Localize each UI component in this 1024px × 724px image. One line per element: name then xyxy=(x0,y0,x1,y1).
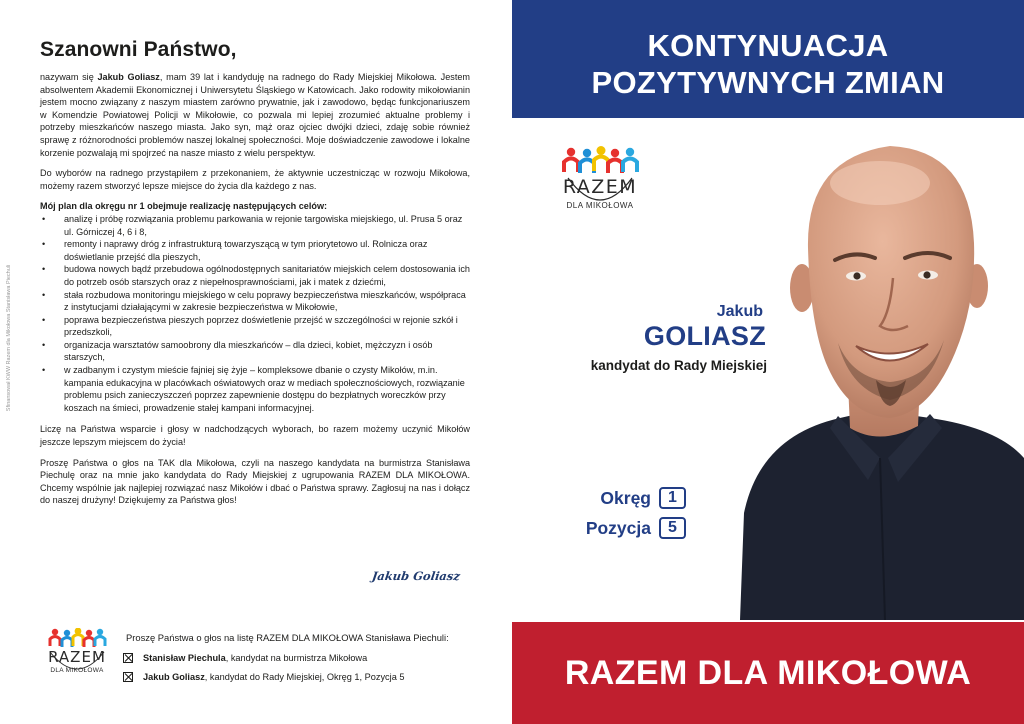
logo-figures xyxy=(50,628,105,647)
vote-item xyxy=(123,667,404,686)
plan-item: • stała rozbudowa monitoringu miejskiego w celu poprawy bezpieczeństwa mieszkańców, współpraca z instytucjami działającymi w zakresie bezpieczeństwa w Mikołowie, xyxy=(40,289,470,314)
vote-item-name: Jakub Goliasz xyxy=(143,671,205,682)
checkbox-checked-icon xyxy=(123,672,133,682)
vote-list xyxy=(123,648,404,686)
vote-intro: Proszę Państwa o głos na listę RAZEM DLA MIKOŁOWA Stanisława Piechuli: xyxy=(126,632,449,643)
intro-text-rest: , mam 39 lat i kandyduję na radnego do Rady Miejskiej Mikołowa. Jestem absolwentem Akademii Ekonomicznej i Uniwersytetu Śląskiego w Katowicach. Jako rodowity mikołowianin jestem mocno związany z naszym miastem zarówno prywatnie, jak i zawodowo, będąc funkcjonariuszem w Komendzie Powiatowej Policji w Mikołowie, co pozwala mi lepiej zrozumieć aktualne problemy i potrzeby mieszkańców naszego miasta. Jako syn, mąż oraz ojciec dwójki dzieci, zdaję sobie również sprawę z różnorodności problemów naszej lokalnej społeczności. Moje doświadczenie zawodowe i lokalne korzenie pozwalają mi spojrzeć na nasze miasto z wielu perspektyw. xyxy=(40,72,470,158)
letter-body xyxy=(40,71,470,515)
ballot-info xyxy=(566,483,686,543)
vote-item-desc: , kandydat na burmistrza Mikołowa xyxy=(225,652,368,663)
appeal-paragraph: Proszę Państwa o głos na TAK dla Mikołowa, czyli na naszego kandydata na burmistrza Stanisława Piechulę oraz na mnie jako kandydata do Rady Miejskiej z ugrupowania RAZEM DLA MIKOŁOWA. Chcemy wspólnie jak najlepiej rozwiązać nasz Mikołów i dbać o Państwa sprawy. Zagłosuj na nas i dołącz do naszej drużyny! Dziękujemy za Państwa głos! xyxy=(40,457,470,506)
motivation-paragraph: Do wyborów na radnego przystąpiłem z przekonaniem, że aktywnie uczestnicząc w rozwoju Mikołowa, możemy razem stworzyć lepsze miejsce do życia dla każdego z nas. xyxy=(40,168,470,191)
district-row xyxy=(566,483,686,513)
logo-arc-shape xyxy=(46,646,108,682)
district-label: Okręg xyxy=(600,487,651,508)
plan-item: • analizę i próbę rozwiązania problemu parkowania w rejonie targowiska miejskiego, ul. Prusa 5 oraz ul. Górniczej 4, 6 i 8, xyxy=(40,213,470,238)
intro-name: Jakub Goliasz xyxy=(97,72,160,82)
vote-item xyxy=(123,648,404,667)
logo-subtitle: DLA MIKOŁOWA xyxy=(50,667,104,674)
funding-note-text: Sfinansował KWW Razem dla Mikołowa Stanisława Piechuli xyxy=(6,264,12,412)
people-icon xyxy=(47,628,107,648)
position-row xyxy=(566,513,686,543)
vote-item-text xyxy=(143,653,367,663)
vote-item-text xyxy=(143,672,404,682)
logo-wordmark: RAZEM xyxy=(48,648,106,666)
plan-title: Mój plan dla okręgu nr 1 obejmuje realizację następujących celów: xyxy=(40,201,328,212)
razem-logo-small xyxy=(44,628,110,684)
intro-paragraph xyxy=(40,71,470,159)
intro-text-start: nazywam się xyxy=(40,72,98,82)
vote-item-name: Stanisław Piechula xyxy=(143,652,226,663)
plan-item: • budowa nowych bądź przebudowa ogólnodostępnych sanitariatów miejskich celem dostosowania ich do potrzeb osób starszych oraz z niepełnosprawnościami, jak i matek z dziećmi, xyxy=(40,263,470,288)
candidate-first-name: Jakub xyxy=(716,303,763,320)
position-label: Pozycja xyxy=(585,517,651,538)
logo-subtitle: DLA MIKOŁOWA xyxy=(566,201,634,210)
candidate-photo xyxy=(730,128,1024,620)
razem-logo xyxy=(558,146,642,222)
main-slogan xyxy=(512,27,1024,101)
funding-note xyxy=(2,188,16,488)
slogan-line-1: KONTYNUACJA xyxy=(647,28,889,63)
checkbox-checked-icon xyxy=(123,653,133,663)
support-paragraph: Liczę na Państwa wsparcie i głosy w nadchodzących wyborach, bo razem możemy uczynić Mikołów jeszcze lepszym miejscem do życia! xyxy=(40,424,470,448)
plan-item: • organizacja warsztatów samoobrony dla mieszkańców – dla dzieci, kobiet, mężczyzn i osób starszych, xyxy=(40,339,470,364)
signature: Jakub Goliasz xyxy=(371,569,461,583)
logo-wordmark: RAZEM xyxy=(562,176,638,198)
bottom-slogan: RAZEM DLA MIKOŁOWA xyxy=(564,654,972,692)
plan-list xyxy=(40,213,470,415)
slogan-line-2: POZYTYWNYCH ZMIAN xyxy=(591,65,945,100)
position-number-badge: 5 xyxy=(659,517,686,539)
candidate-last-name: GOLIASZ xyxy=(643,321,766,351)
candidate-role: kandydat do Rady Miejskiej xyxy=(590,358,767,373)
plan-item: • poprawa bezpieczeństwa pieszych poprzez doświetlenie przejść w szczególności w rejonie szkół i przedszkoli, xyxy=(40,314,470,339)
plan-item: • remonty i naprawy dróg z infrastrukturą towarzyszącą w tym priorytetowo ul. Rolnicza oraz doświetlanie przejść dla pieszych, xyxy=(40,238,470,263)
vote-item-desc: , kandydat do Rady Miejskiej, Okręg 1, Pozycja 5 xyxy=(204,671,405,682)
district-number-badge: 1 xyxy=(659,487,686,509)
letter-greeting: Szanowni Państwo, xyxy=(40,38,237,61)
plan-item: • w zadbanym i czystym mieście fajniej się żyje – kompleksowe dbanie o czysty Mikołów, m.in. kampania edukacyjna w placówkach oświatowych oraz w mediach społecznościowych, rozwiązanie problemu psich zanieczyszczeń poprzez zapewnienie dostępu do bezpłatnych woreczków przy koszach na śmieci, prowadzenie stałej kampani informacyjnej. xyxy=(40,364,470,414)
cover-page xyxy=(512,0,1024,724)
